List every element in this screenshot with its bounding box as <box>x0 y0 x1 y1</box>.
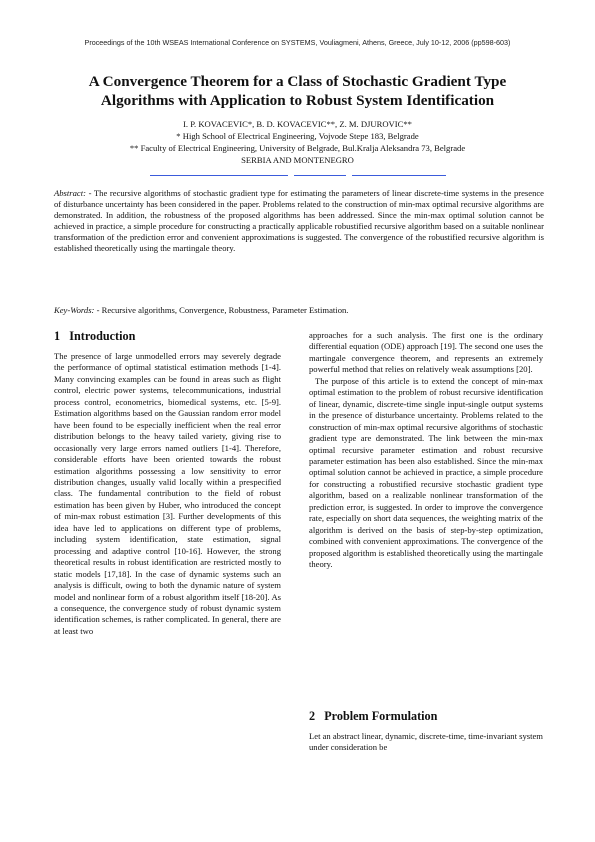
affiliation-1: * High School of Electrical Engineering, Vojvode Stepe 183, Belgrade <box>176 131 419 141</box>
keywords-label: Key-Words: <box>54 305 95 315</box>
intro-paragraph-3: The purpose of this article is to extend the concept of min-max optimal estimation to the problem of robust recursive identification of linear, dynamic, discrete-time single input-single output systems in the presence of disturbance uncertainty. Problems related to the construction of min-max optimal recursive algorithms of stochastic gradient type are demonstrated. The link between the min-max optimal recursive parameter estimation and robust recursive parameter estimation has been also established. Since the min-max optimal solution cannot be achieved in practice, a simple procedure for constructing a robustified recursive stochastic gradient type algorithm, based on a realizable nonlinear transformation of the prediction error, is suggested. In order to improve the convergence rate, especially on short data sequences, the weighting matrix of the algorithm is derived on the basis of step-by-step optimization, combined with convenient approximations. The convergence of the proposed algorithm is established theoretically using the martingale theory. <box>309 375 543 570</box>
email-link-2[interactable] <box>294 175 346 176</box>
abstract-label: Abstract: <box>54 188 86 198</box>
author-block <box>40 118 555 166</box>
section-1-number: 1 <box>54 329 61 343</box>
abstract <box>54 188 544 255</box>
email-link-1[interactable] <box>150 175 288 176</box>
keywords-text: - Recursive algorithms, Convergence, Robustness, Parameter Estimation. <box>94 305 349 315</box>
section-2-number: 2 <box>309 709 316 723</box>
intro-paragraph-2: approaches for a such analysis. The first one is the ordinary differential equation (ODE) approach [19]. The second one uses the martingale convergence theorem, and represents an extremely powerful method that relies on relatively weak assumptions [20]. <box>309 330 543 375</box>
section-1-heading <box>54 329 135 344</box>
author-names: I. P. KOVACEVIC*, B. D. KOVACEVIC**, Z. M. DJUROVIC** <box>183 119 412 129</box>
abstract-text: - The recursive algorithms of stochastic gradient type for estimating the parameters of linear discrete-time systems in the presence of disturbance uncertainty has been considered in the paper. Problems related to the construction of min-max optimal recursive algorithms are demonstrated. In addition, the robustness of the proposed algorithms has been addressed. Since the min-max optimal solution cannot be achieved in practice, a simple procedure for constructing a practically applicable robustified recursive algorithm based on a suitable nonlinear transformation of the prediction error and convenient approximations is suggested. The convergence of the robustified recursive algorithm is established theoretically using the martingale theory. <box>54 188 544 254</box>
right-column-bottom <box>309 731 543 754</box>
country: SERBIA AND MONTENEGRO <box>241 155 354 165</box>
section-2-heading <box>309 709 437 724</box>
title-line-1: A Convergence Theorem for a Class of Stochastic Gradient Type <box>88 73 507 90</box>
left-column <box>54 351 281 637</box>
intro-paragraph-1: The presence of large unmodelled errors may severely degrade the performance of optimal statistical estimation methods [1-4]. Many convincing examples can be found in areas such as flight control, electric power systems, telecommunications, industrial process control, econometrics, biomedical systems, etc. [5-9]. Estimation algorithms based on the Gaussian random error model have been found to be especially inefficient when the real error distribution belongs to the heavy tailed variety, giving rise to occasionally very large errors named outliers [1-4]. Therefore, considerable efforts have been oriented towards the robust estimation algorithms possessing a low sensitivity to error distribution changes, usually valid locally within a prespecified class. The fundamental contribution to the field of robust estimation has been given by Huber, who introduced the concept of min-max robust estimation [3]. Further developments of this idea have led to applications on different type of problems, including system identification, state estimation, signal processing and adaptive control [10-16]. However, the strong theoretical results in robust identification are restricted mostly to static models [17,18]. In the case of dynamic systems such an analysis is difficult, owing to both the dynamic nature of system model and nonlinear form of a robust algorithm itself [18-20]. As a consequence, the convergence study of robust dynamic system identification schemes, is rather complicated. In general, there are at least two <box>54 351 281 636</box>
conference-header: Proceedings of the 10th WSEAS International Conference on SYSTEMS, Vouliagmeni, Athens, Greece, July 10-12, 2006 (pp598-603) <box>84 38 511 47</box>
email-link-3[interactable] <box>352 175 446 176</box>
title-line-2: Algorithms with Application to Robust System Identification <box>100 92 495 109</box>
section-1-title: Introduction <box>69 329 136 343</box>
affiliation-2: ** Faculty of Electrical Engineering, University of Belgrade, Bul.Kralja Aleksandra 73, Belgrade <box>129 143 466 153</box>
right-column-top <box>309 330 543 571</box>
formulation-paragraph: Let an abstract linear, dynamic, discrete-time, time-invariant system under consideration be <box>309 731 543 753</box>
keywords <box>54 305 544 316</box>
paper-title <box>40 72 555 110</box>
section-2-title: Problem Formulation <box>324 709 438 723</box>
